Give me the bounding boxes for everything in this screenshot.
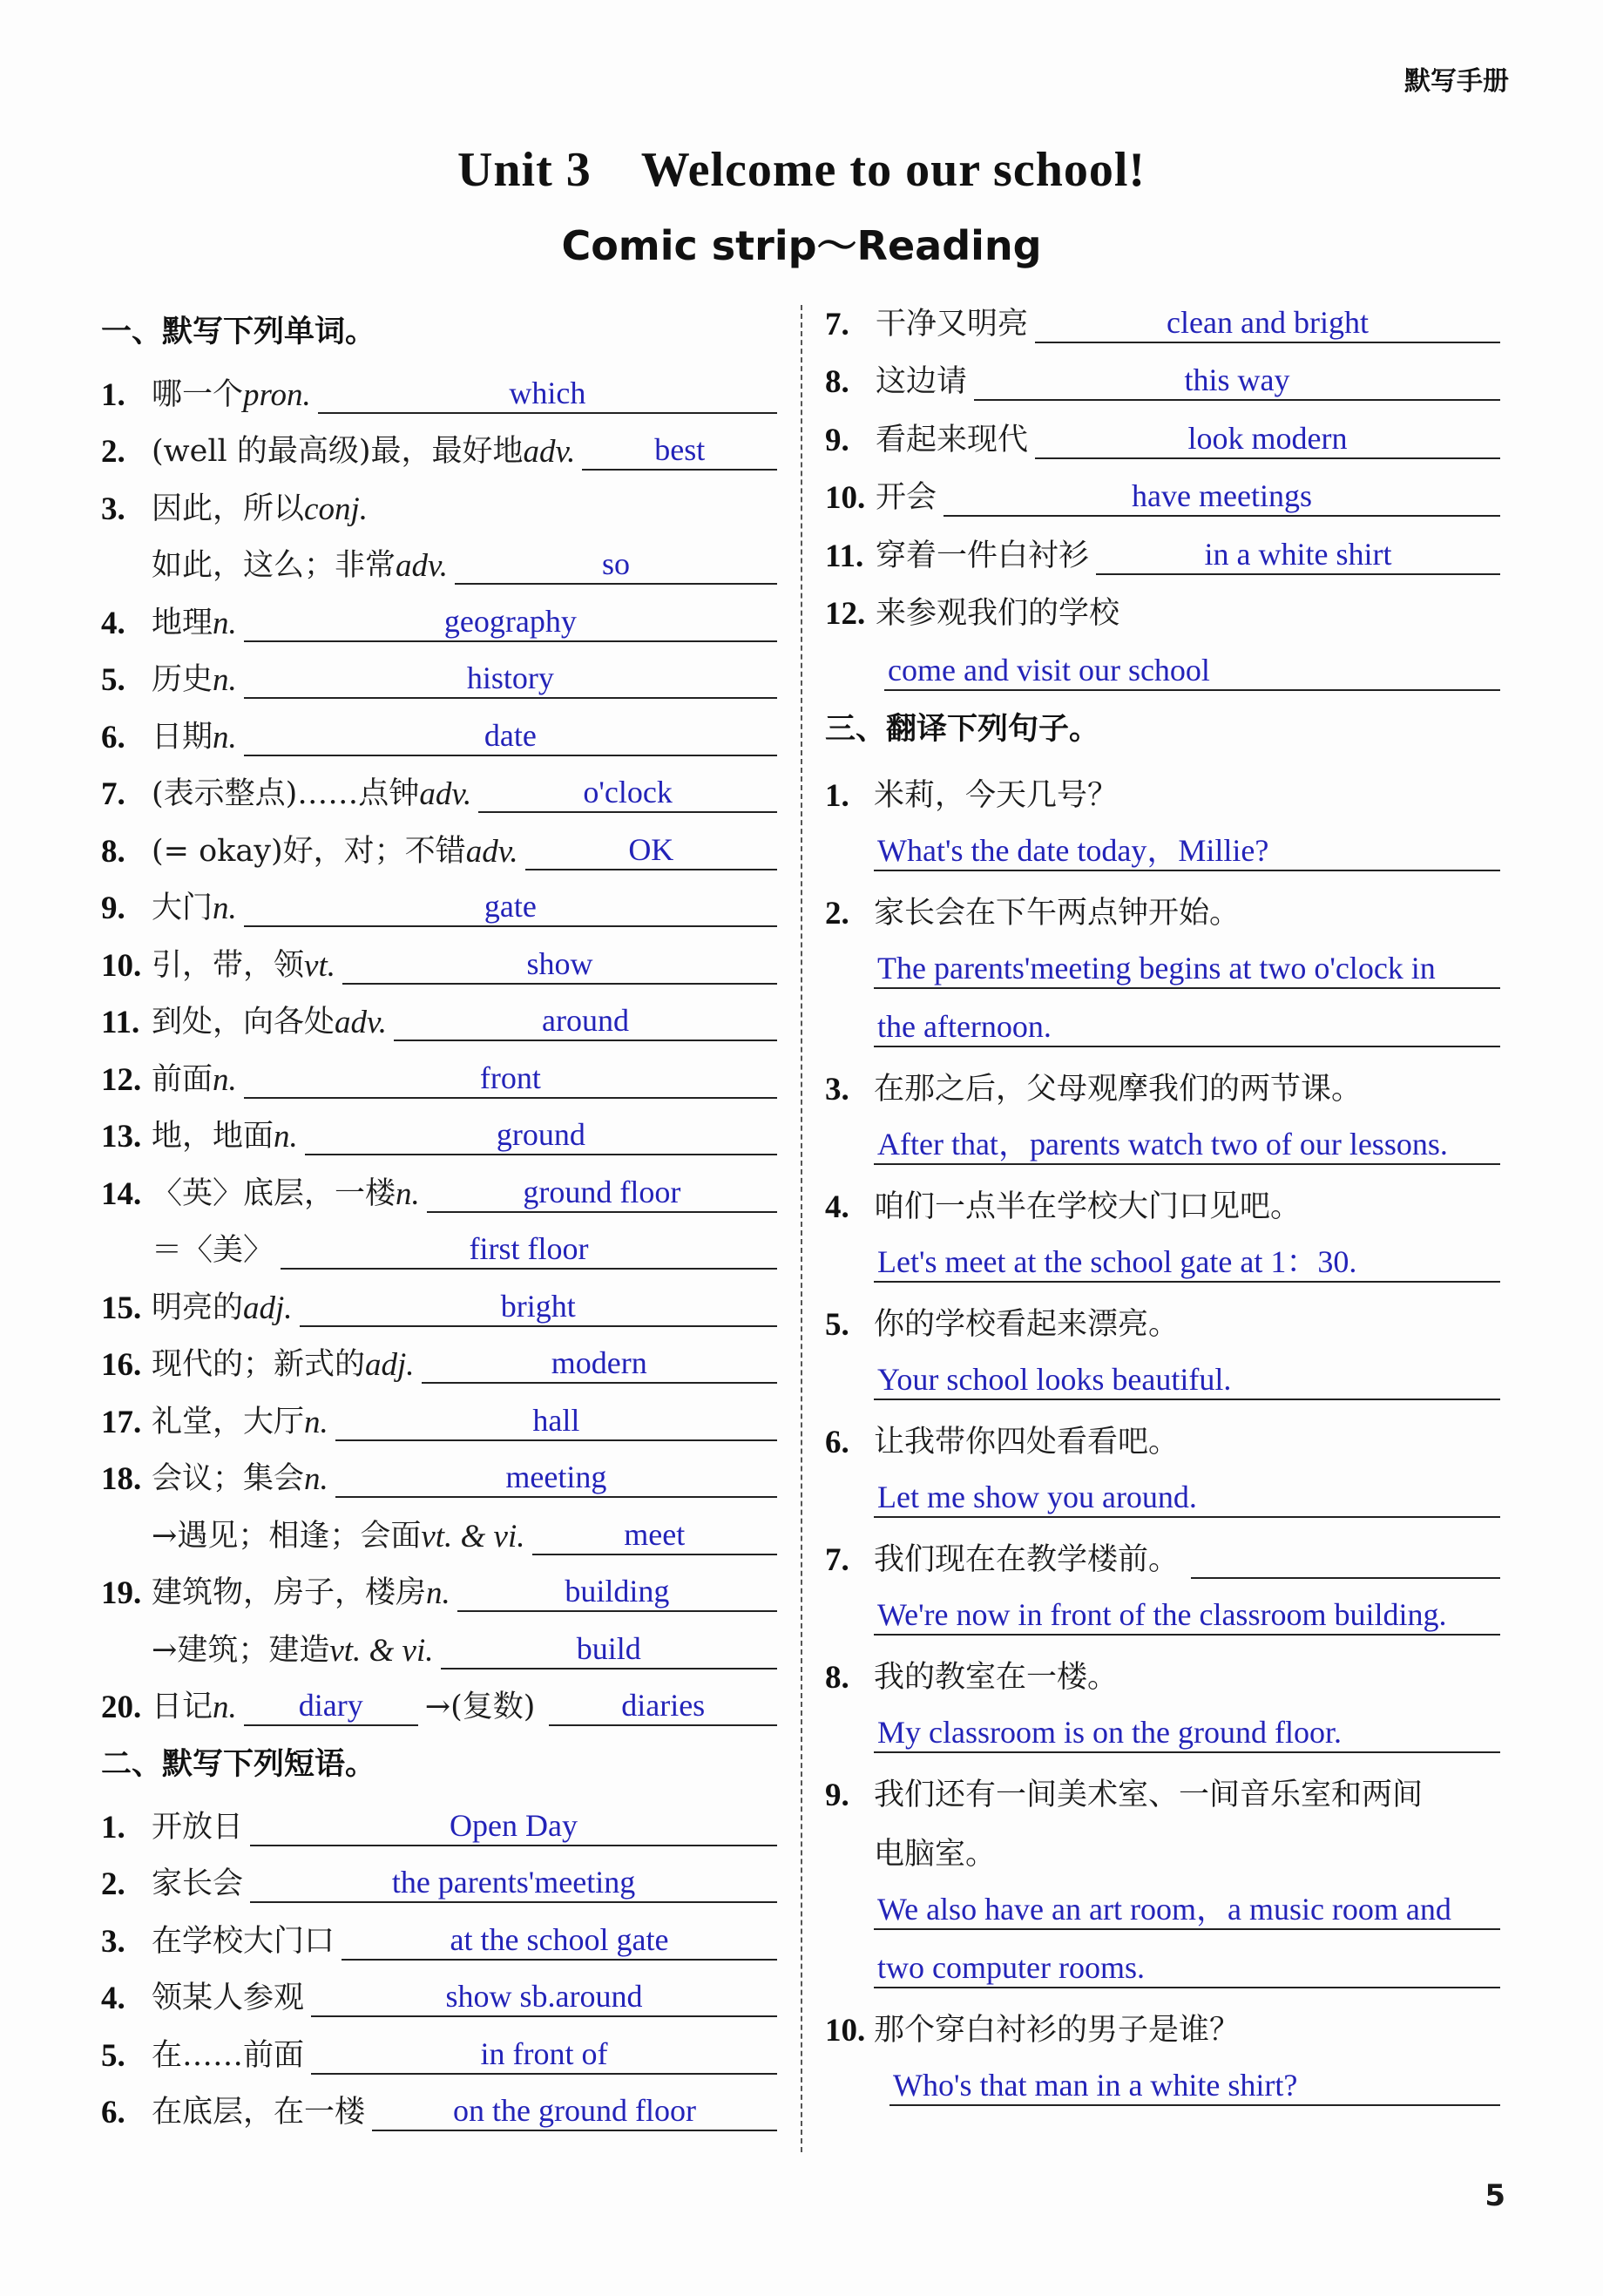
item-number: 5. <box>101 2037 125 2074</box>
item-number: 2. <box>825 896 849 931</box>
trailing-blank[interactable] <box>1191 1539 1500 1579</box>
item-pos: vt. <box>304 947 335 984</box>
item-number: 7. <box>101 776 125 812</box>
item-prompt-cont: 电脑室。 <box>874 1837 997 1872</box>
answer-blank[interactable]: so <box>455 545 777 585</box>
word-item <box>101 1048 777 1106</box>
sentence-answer-row <box>825 820 1500 878</box>
answer-blank[interactable]: the parents'meeting <box>250 1863 777 1903</box>
phrase-item <box>101 1853 777 1911</box>
unit-subtitle: Comic strip～Reading <box>561 222 1042 269</box>
item-prompt: 日期 <box>152 719 213 755</box>
item-prompt: 明亮的 <box>152 1290 244 1325</box>
item-pos: n. <box>213 1690 237 1725</box>
item-number: 9. <box>825 1778 849 1813</box>
item-number: 2. <box>101 434 125 470</box>
item-pos: adv. <box>396 548 448 584</box>
item-pos: n. <box>213 891 237 926</box>
item-prompt: 建筑物，房子，楼房 <box>152 1575 427 1610</box>
item-prompt: 领某人参观 <box>152 1981 305 2015</box>
answer-blank[interactable]: this way <box>974 361 1500 401</box>
phrase-item <box>101 1910 777 1968</box>
answer-blank[interactable]: around <box>394 1001 777 1041</box>
answer-blank[interactable]: in a white shirt <box>1096 535 1500 575</box>
unit-title: Unit 3 Welcome to our school! <box>457 143 1146 197</box>
answer-blank[interactable]: Your school looks beautiful. <box>874 1360 1500 1400</box>
sentence-answer-row <box>825 1349 1500 1407</box>
sentence-answer-row <box>825 938 1500 996</box>
sentence-answer-row <box>825 1231 1500 1290</box>
item-prompt: (表示整点)……点钟 <box>152 776 420 811</box>
sentence-answer-row <box>825 1879 1500 1937</box>
item-prompt: 因此，所以 <box>152 491 305 526</box>
answer-blank[interactable]: Let's meet at the school gate at 1：30. <box>874 1243 1500 1283</box>
item-prompt: 开放日 <box>152 1809 244 1845</box>
item-prompt: 我们现在在教学楼前。 <box>874 1542 1180 1577</box>
answer-blank[interactable]: have meetings <box>944 477 1500 517</box>
item-prompt: 地，地面 <box>152 1119 274 1154</box>
sentence-prompt-row <box>825 1760 1500 1819</box>
item-prompt: →遇见；相逢；会面 <box>152 1518 422 1554</box>
section-heading-words: 一、默写下列单词。 <box>101 315 376 349</box>
word-item <box>101 877 777 935</box>
item-prompt: 咱们一点半在学校大门口见吧。 <box>874 1189 1302 1224</box>
word-item <box>101 1448 777 1506</box>
word-item <box>101 1505 777 1562</box>
word-item <box>101 1220 777 1277</box>
word-item <box>101 592 777 649</box>
answer-blank[interactable]: clean and bright <box>1035 303 1500 343</box>
answer-blank[interactable]: build <box>441 1629 777 1670</box>
item-number: 10. <box>825 480 866 516</box>
answer-blank[interactable]: meet <box>532 1515 777 1555</box>
item-number: 14. <box>101 1175 142 1212</box>
page-number: 5 <box>1485 2178 1505 2213</box>
word-item <box>101 1162 777 1220</box>
item-prompt: (= okay)好，对；不错 <box>152 833 466 869</box>
item-number: 3. <box>101 1923 125 1960</box>
item-number: 1. <box>101 1809 125 1846</box>
item-prompt: 看起来现代 <box>876 422 1029 457</box>
answer-blank[interactable]: gate <box>244 887 777 927</box>
item-pos: n. <box>213 605 237 641</box>
answer-blank[interactable]: OK <box>525 830 777 870</box>
word-item <box>101 706 777 763</box>
answer-blank[interactable]: on the ground floor <box>372 2091 777 2131</box>
item-prompt: 米莉，今天几号？ <box>874 778 1119 813</box>
sentence-answer-row <box>825 1114 1500 1172</box>
item-number: 9. <box>101 891 125 926</box>
answer-blank[interactable]: look modern <box>1035 419 1500 459</box>
word-item <box>101 1562 777 1620</box>
phrase-item <box>101 1796 777 1853</box>
answer-blank[interactable]: ground floor <box>427 1173 777 1213</box>
item-number: 7. <box>825 306 849 342</box>
answer-blank[interactable]: building <box>457 1572 777 1612</box>
item-pos: adv. <box>465 833 518 870</box>
answer-blank[interactable]: in front of <box>311 2035 777 2075</box>
word-item <box>101 1106 777 1163</box>
sentence-prompt-row <box>825 1525 1500 1584</box>
item-prompt: 日记 <box>152 1690 213 1724</box>
phrase-item <box>101 2082 777 2139</box>
phrase-item <box>101 1968 777 2025</box>
answer-blank[interactable]: Open Day <box>250 1806 777 1846</box>
item-prompt: 来参观我们的学校 <box>876 596 1120 631</box>
item-pos: vt. & vi. <box>329 1632 434 1669</box>
answer-blank[interactable]: two computer rooms. <box>874 1948 1500 1988</box>
item-number: 11. <box>101 1005 140 1040</box>
sentence-prompt-row <box>825 761 1500 820</box>
answer-blank[interactable]: modern <box>422 1344 777 1384</box>
answer-blank[interactable]: show sb.around <box>311 1977 777 2017</box>
item-prompt: 在那之后，父母观摩我们的两节课。 <box>874 1072 1363 1107</box>
item-prompt: 干净又明亮 <box>876 306 1029 342</box>
item-pos: n. <box>304 1461 328 1497</box>
word-item <box>101 1277 777 1334</box>
answer-blank[interactable]: the afternoon. <box>874 1007 1500 1047</box>
item-number: 16. <box>101 1347 142 1383</box>
word-item <box>101 992 777 1049</box>
item-number: 11. <box>825 538 864 574</box>
item-pos: n. <box>274 1119 298 1155</box>
word-item <box>101 1619 777 1676</box>
answer-blank[interactable]: front <box>244 1059 777 1099</box>
answer-blank[interactable]: We also have an art room，a music room and <box>874 1890 1500 1930</box>
word-item <box>101 421 777 478</box>
item-number: 8. <box>825 1660 849 1696</box>
phrase-item <box>101 2024 777 2082</box>
phrase-list-left <box>101 1796 777 2138</box>
item-pos: adv. <box>523 434 576 470</box>
item-prompt: ＝〈美〉 <box>152 1233 274 1268</box>
word-item <box>101 763 777 821</box>
item-number: 4. <box>101 1981 125 2016</box>
item-prompt: 在学校大门口 <box>152 1923 335 1959</box>
word-item <box>101 820 777 877</box>
answer-blank[interactable]: My classroom is on the ground floor. <box>874 1713 1500 1753</box>
item-prompt: →建筑；建造 <box>152 1632 330 1668</box>
item-number: 6. <box>101 719 125 755</box>
sentence-answer-row <box>825 996 1500 1054</box>
item-number: 2. <box>101 1866 125 1902</box>
item-prompt: 到处，向各处 <box>152 1005 335 1040</box>
item-number: 1. <box>825 778 849 814</box>
plural-label: →(复数) <box>424 1690 536 1724</box>
word-item <box>101 649 777 707</box>
phrase-item <box>825 350 1500 409</box>
item-number: 15. <box>101 1290 142 1326</box>
item-number: 3. <box>825 1072 849 1107</box>
item-pos: adj. <box>243 1290 293 1326</box>
item-prompt: 那个穿白衬衫的男子是谁？ <box>874 2013 1241 2048</box>
answer-blank[interactable]: The parents'meeting begins at two o'clock in <box>874 949 1500 989</box>
answer-blank[interactable]: best <box>582 430 777 471</box>
item-prompt: 开会 <box>876 480 937 515</box>
item-number: 4. <box>101 605 125 641</box>
item-number: 10. <box>825 2013 866 2049</box>
item-pos: adv. <box>335 1005 387 1040</box>
sentence-prompt-row <box>825 1290 1500 1349</box>
phrase-item <box>825 292 1500 350</box>
word-list <box>101 363 777 1676</box>
item-prompt: 地理 <box>152 605 213 640</box>
phrase-item <box>825 466 1500 525</box>
item-number: 4. <box>825 1189 849 1225</box>
item-prompt: 哪一个 <box>152 376 244 412</box>
phrase-answer-row <box>825 640 1500 698</box>
item-number: 1. <box>101 376 125 413</box>
item-pos: n. <box>213 719 237 755</box>
item-number: 20. <box>101 1690 142 1725</box>
answer-blank[interactable]: geography <box>244 602 777 642</box>
item-prompt: 会议；集会 <box>152 1461 305 1496</box>
word-item-20 <box>101 1676 777 1734</box>
left-column <box>101 301 777 2138</box>
answer-blank[interactable]: which <box>318 374 777 414</box>
sentence-answer-row <box>825 1702 1500 1760</box>
item-prompt: 穿着一件白衬衫 <box>876 538 1090 573</box>
column-divider <box>801 305 802 2152</box>
item-prompt: 前面 <box>152 1061 213 1097</box>
sentence-answer-row <box>825 1937 1500 1995</box>
item-number: 6. <box>101 2095 125 2130</box>
word-item <box>101 1334 777 1392</box>
sentence-prompt-row <box>825 878 1500 938</box>
item-prompt: 引，带，领 <box>152 947 305 983</box>
sentence-prompt-row <box>825 1642 1500 1702</box>
handbook-tag: 默写手册 <box>1404 66 1509 97</box>
answer-blank[interactable]: history <box>244 659 777 699</box>
answer-blank[interactable]: come and visit our school <box>884 651 1500 691</box>
item-number: 13. <box>101 1119 142 1155</box>
phrase-list-right <box>825 292 1500 698</box>
item-prompt: 你的学校看起来漂亮。 <box>874 1307 1180 1342</box>
section-heading-sentences: 三、翻译下列句子。 <box>825 712 1100 747</box>
answer-blank[interactable]: bright <box>300 1287 777 1327</box>
item-number: 19. <box>101 1575 142 1611</box>
answer-blank[interactable]: diary <box>244 1686 418 1726</box>
item-pos: n. <box>304 1404 328 1440</box>
item-number: 17. <box>101 1404 142 1440</box>
item-number: 5. <box>101 662 125 698</box>
item-pos: vt. & vi. <box>421 1518 525 1554</box>
answer-blank[interactable]: first floor <box>281 1229 777 1270</box>
item-number: 12. <box>825 596 866 632</box>
sentence-prompt-cont <box>825 1819 1500 1879</box>
answer-blank[interactable]: meeting <box>335 1458 777 1498</box>
word-item <box>101 363 777 421</box>
item-number: 18. <box>101 1461 142 1497</box>
item-prompt: 〈英〉底层，一楼 <box>152 1175 396 1211</box>
item-number: 7. <box>825 1542 849 1578</box>
phrase-item <box>825 524 1500 582</box>
sentence-answer-row <box>825 1466 1500 1525</box>
item-prompt: 如此，这么；非常 <box>152 548 396 583</box>
item-prompt: 大门 <box>152 891 213 925</box>
item-prompt: 我的教室在一楼。 <box>874 1660 1119 1695</box>
answer-blank[interactable]: o'clock <box>478 773 777 813</box>
answer-blank[interactable]: ground <box>305 1115 777 1155</box>
item-pos: n. <box>396 1175 420 1212</box>
item-pos: n. <box>426 1575 450 1611</box>
answer-blank[interactable]: What's the date today，Millie? <box>874 831 1500 871</box>
item-number: 3. <box>101 491 125 527</box>
sentence-prompt-row <box>825 1172 1500 1231</box>
item-prompt: (well 的最高级)最，最好地 <box>152 434 524 469</box>
answer-blank[interactable]: date <box>244 716 777 756</box>
item-prompt: 现代的；新式的 <box>152 1347 366 1382</box>
item-prompt: 这边请 <box>876 364 968 399</box>
right-column <box>825 292 1500 2113</box>
item-number: 10. <box>101 947 142 984</box>
item-number: 9. <box>825 422 849 458</box>
answer-blank[interactable]: hall <box>335 1401 777 1441</box>
sentence-prompt-row <box>825 1995 1500 2055</box>
answer-blank[interactable]: diaries <box>549 1686 777 1726</box>
item-prompt: 历史 <box>152 662 213 697</box>
item-prompt: 让我带你四处看看吧。 <box>874 1425 1180 1460</box>
item-prompt: 礼堂，大厅 <box>152 1404 305 1439</box>
word-item <box>101 934 777 992</box>
item-number: 8. <box>825 364 849 400</box>
item-prompt: 家长会在下午两点钟开始。 <box>874 896 1241 931</box>
answer-blank[interactable]: Who's that man in a white shirt? <box>889 2066 1500 2106</box>
item-number: 5. <box>825 1307 849 1343</box>
item-number: 8. <box>101 833 125 870</box>
sentence-prompt-row <box>825 1407 1500 1466</box>
item-prompt: 家长会 <box>152 1866 244 1901</box>
phrase-item <box>825 582 1500 640</box>
item-pos: n. <box>213 662 237 698</box>
item-pos: adj. <box>365 1347 415 1383</box>
sentence-answer-row <box>825 1584 1500 1642</box>
item-pos: pron. <box>243 376 311 413</box>
item-number: 6. <box>825 1425 849 1460</box>
item-prompt: 我们还有一间美术室、一间音乐室和两间 <box>874 1778 1424 1812</box>
word-item <box>101 1391 777 1448</box>
sentence-answer-row <box>825 2055 1500 2113</box>
item-prompt: 在……前面 <box>152 2037 305 2073</box>
item-pos: adv. <box>419 776 472 812</box>
sentence-list <box>825 761 1500 2113</box>
item-pos: conj. <box>304 491 368 527</box>
answer-blank[interactable]: After that，parents watch two of our lessons. <box>874 1125 1500 1165</box>
item-prompt: 在底层，在一楼 <box>152 2095 366 2130</box>
section-heading-phrases: 二、默写下列短语。 <box>101 1747 376 1782</box>
item-pos: n. <box>213 1061 237 1098</box>
word-item <box>101 535 777 593</box>
answer-blank[interactable]: Let me show you around. <box>874 1478 1500 1518</box>
phrase-item <box>825 408 1500 466</box>
answer-blank[interactable]: at the school gate <box>342 1920 777 1961</box>
sentence-prompt-row <box>825 1054 1500 1114</box>
word-item <box>101 477 777 535</box>
answer-blank[interactable]: show <box>342 945 777 985</box>
item-number: 12. <box>101 1061 142 1098</box>
answer-blank[interactable]: We're now in front of the classroom building. <box>874 1595 1500 1636</box>
